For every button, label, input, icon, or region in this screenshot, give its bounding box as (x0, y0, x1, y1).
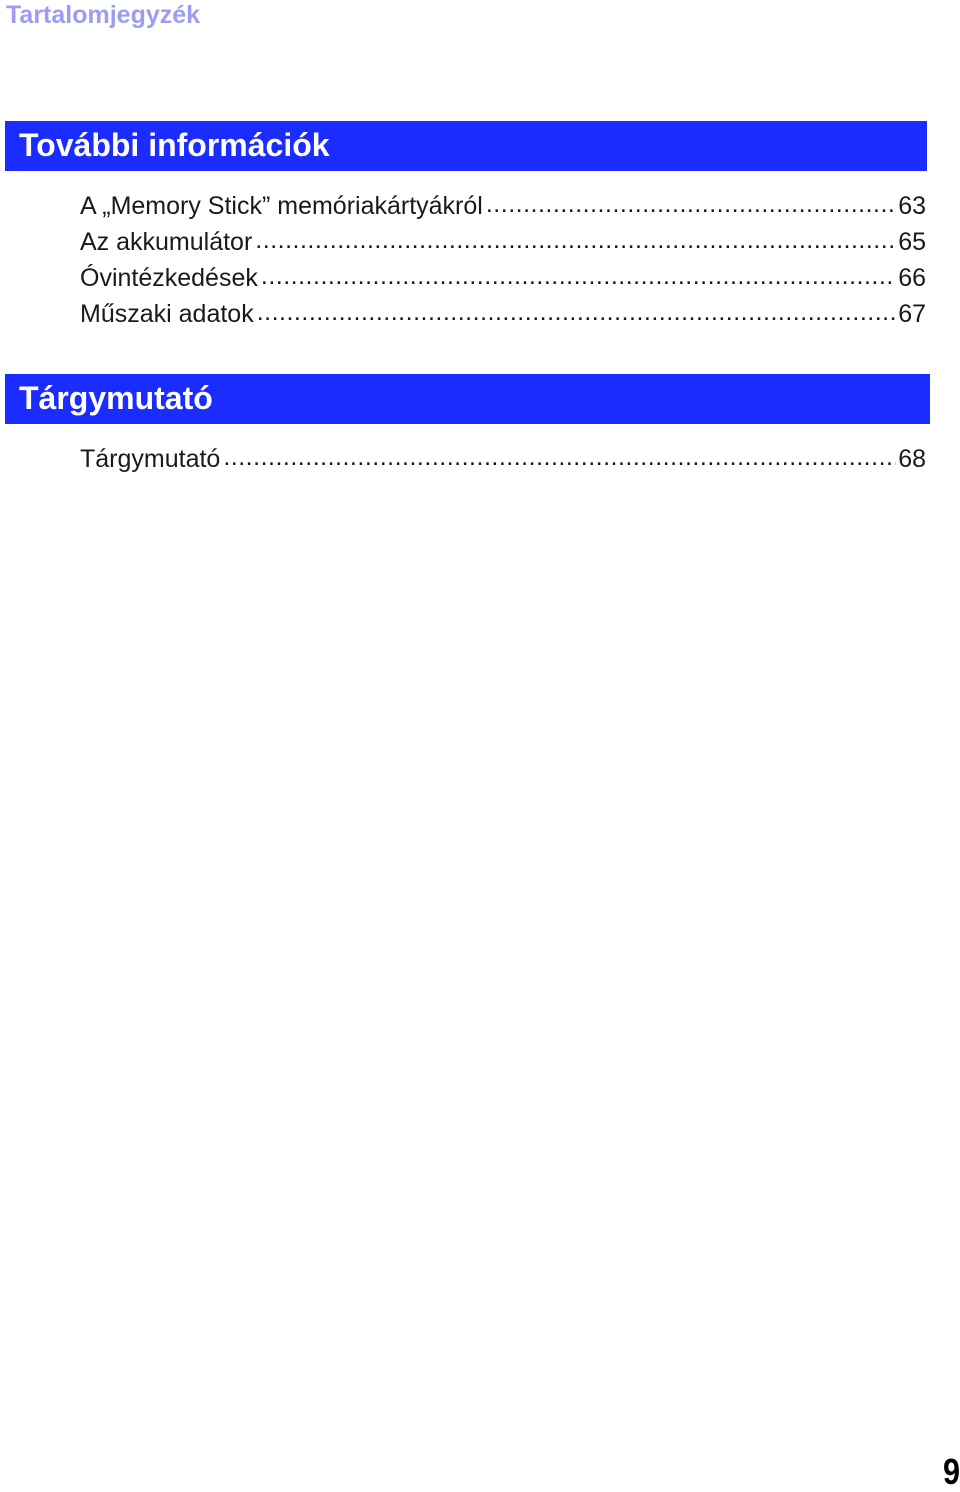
toc-list (80, 188, 926, 332)
toc-entry-page: 68 (898, 445, 926, 473)
toc-entry-page: 66 (898, 264, 926, 292)
section-heading-targymutato (5, 374, 930, 424)
toc-entry-page: 63 (898, 192, 926, 220)
dot-leader (255, 222, 896, 258)
toc-entry-akkumulator[interactable] (80, 224, 926, 260)
toc-entry-title: Óvintézkedések (80, 264, 258, 292)
section-title: Tárgymutató (19, 380, 213, 416)
toc-entry-title: Tárgymutató (80, 445, 221, 473)
toc-list (80, 441, 926, 477)
toc-entry-ovintezkedesek[interactable] (80, 260, 926, 296)
toc-entry-title: A „Memory Stick” memóriakártyákról (80, 192, 483, 220)
dot-leader (257, 294, 896, 330)
dot-leader (486, 186, 896, 222)
toc-entry-title: Műszaki adatok (80, 300, 254, 328)
section-title: További információk (19, 127, 330, 163)
toc-entry-memory-stick[interactable] (80, 188, 926, 224)
toc-entry-page: 65 (898, 228, 926, 256)
dot-leader (261, 258, 896, 294)
toc-entry-page: 67 (898, 300, 926, 328)
toc-entry-muszaki-adatok[interactable] (80, 296, 926, 332)
page-number: 9 (942, 1451, 960, 1492)
toc-entry-targymutato[interactable] (80, 441, 926, 477)
dot-leader (223, 439, 896, 475)
toc-entry-title: Az akkumulátor (80, 228, 253, 256)
running-header: Tartalomjegyzék (6, 1, 201, 29)
section-heading-tovabbi-informaciok (5, 121, 927, 171)
